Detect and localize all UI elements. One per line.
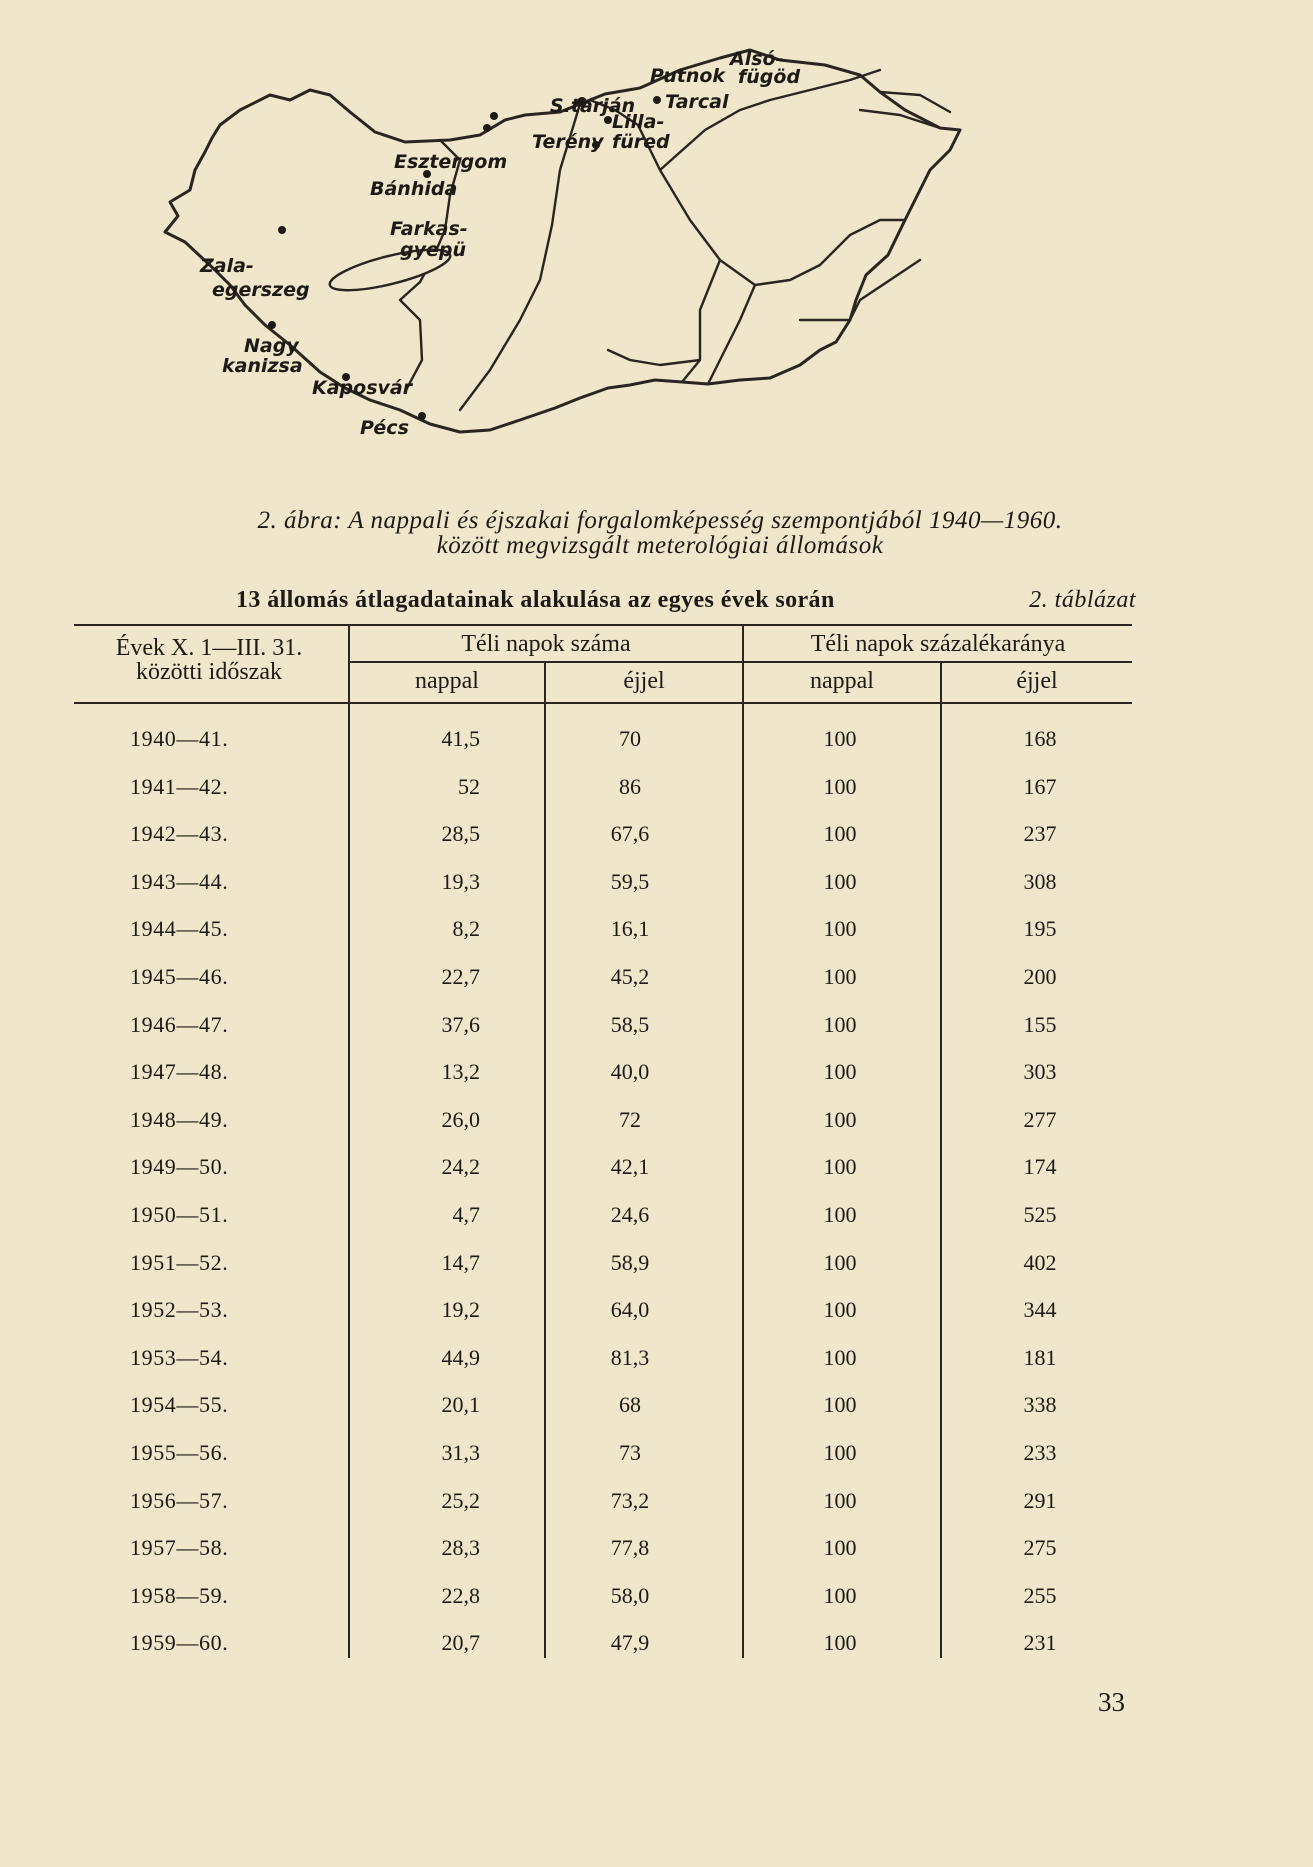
- row-night-count: 68: [619, 1392, 641, 1418]
- row-day-count: 37,6: [441, 1011, 480, 1037]
- row-night-percent: 168: [1023, 726, 1057, 751]
- railway-lines: [400, 70, 950, 410]
- row-day-percent: 100: [823, 964, 857, 989]
- row-day-count: 24,2: [441, 1154, 480, 1180]
- row-day-count: 28,3: [441, 1535, 480, 1561]
- header-day: nappal: [415, 668, 479, 694]
- row-day-count: 22,8: [441, 1582, 480, 1608]
- map-label: Pécs: [360, 417, 409, 439]
- row-day-percent: 100: [823, 1059, 857, 1085]
- row-night-percent: 277: [1023, 1106, 1057, 1132]
- hungary-station-map: [160, 20, 1040, 490]
- map-label: Farkas-: [390, 218, 468, 240]
- row-day-percent: 100: [823, 1011, 857, 1037]
- table-column-divider: [544, 663, 546, 1658]
- table-top-rule: [74, 624, 1132, 626]
- row-day-count: 41,5: [441, 726, 480, 751]
- row-night-percent: 275: [1023, 1535, 1057, 1561]
- row-period: 1949—50.: [130, 1154, 229, 1180]
- table-column-divider: [940, 663, 942, 1658]
- row-night-count: 70: [619, 726, 641, 751]
- map-label: gyepü: [400, 239, 466, 261]
- map-label: Kaposvár: [312, 377, 413, 399]
- header-group-rule: [350, 661, 1132, 663]
- row-night-count: 86: [619, 773, 641, 799]
- header-period-line2: közötti időszak: [136, 659, 282, 685]
- table-title: 13 állomás átlagadatainak alakulása az egyes évek során: [236, 587, 835, 613]
- row-day-count: 31,3: [441, 1440, 480, 1465]
- row-period: 1943—44.: [130, 868, 229, 894]
- row-night-percent: 237: [1023, 821, 1057, 847]
- row-day-count: 44,9: [441, 1344, 480, 1370]
- map-label: Zala-: [200, 255, 254, 277]
- row-period: 1940—41.: [130, 726, 229, 751]
- map-dot: [490, 112, 498, 120]
- row-period: 1950—51.: [130, 1202, 229, 1227]
- row-night-count: 58,0: [610, 1582, 650, 1608]
- row-day-percent: 100: [823, 1535, 857, 1561]
- row-night-percent: 200: [1023, 964, 1057, 989]
- row-night-percent: 167: [1023, 773, 1057, 799]
- row-day-percent: 100: [823, 773, 857, 799]
- row-night-percent: 255: [1023, 1582, 1057, 1608]
- row-period: 1954—55.: [130, 1392, 229, 1418]
- row-period: 1945—46.: [130, 964, 229, 989]
- header-night: éjjel: [623, 668, 665, 694]
- map-label: egerszeg: [212, 279, 310, 301]
- row-day-count: 4,7: [452, 1202, 480, 1227]
- row-night-percent: 155: [1023, 1011, 1057, 1037]
- row-day-percent: 100: [823, 726, 857, 751]
- row-period: 1951—52.: [130, 1249, 229, 1275]
- row-day-count: 8,2: [452, 916, 480, 942]
- row-day-percent: 100: [823, 868, 857, 894]
- row-night-count: 40,0: [610, 1059, 650, 1085]
- row-day-percent: 100: [823, 1249, 857, 1275]
- row-period: 1946—47.: [130, 1011, 229, 1037]
- row-day-percent: 100: [823, 1202, 857, 1227]
- table-label: 2. táblázat: [1029, 587, 1136, 613]
- map-label: Lilla-: [612, 111, 665, 133]
- row-period: 1952—53.: [130, 1297, 229, 1323]
- row-night-percent: 308: [1023, 868, 1057, 894]
- row-day-count: 28,5: [441, 821, 480, 847]
- row-night-count: 67,6: [610, 821, 650, 847]
- row-night-percent: 525: [1023, 1202, 1057, 1227]
- row-day-percent: 100: [823, 1297, 857, 1323]
- row-period: 1956—57.: [130, 1487, 229, 1513]
- row-period: 1959—60.: [130, 1630, 229, 1656]
- table-column-divider: [348, 626, 350, 1658]
- row-day-count: 52: [458, 773, 480, 799]
- map-label: fügöd: [738, 66, 801, 88]
- row-night-percent: 181: [1023, 1344, 1057, 1370]
- row-night-percent: 303: [1023, 1059, 1057, 1085]
- row-night-count: 77,8: [610, 1535, 650, 1561]
- row-period: 1955—56.: [130, 1440, 229, 1465]
- row-night-percent: 231: [1023, 1630, 1057, 1656]
- row-night-count: 45,2: [610, 964, 650, 989]
- map-label: Bánhida: [370, 178, 458, 200]
- row-night-count: 59,5: [610, 868, 650, 894]
- row-night-count: 16,1: [610, 916, 650, 942]
- row-day-count: 19,2: [441, 1297, 480, 1323]
- map-label: Tarcal: [665, 91, 729, 113]
- row-period: 1944—45.: [130, 916, 229, 942]
- row-night-count: 73,2: [610, 1487, 650, 1513]
- map-dot: [418, 412, 426, 420]
- row-period: 1941—42.: [130, 773, 229, 799]
- map-label: kanizsa: [222, 355, 303, 377]
- header-night-percent: éjjel: [1016, 668, 1058, 694]
- row-day-count: 20,1: [441, 1392, 480, 1418]
- header-day-percent: nappal: [810, 668, 874, 694]
- row-night-percent: 344: [1023, 1297, 1057, 1323]
- header-period-line1: Évek X. 1—III. 31.: [115, 635, 303, 661]
- row-night-count: 72: [619, 1106, 641, 1132]
- row-night-count: 58,9: [610, 1249, 650, 1275]
- row-day-percent: 100: [823, 1154, 857, 1180]
- map-label: S.tarján: [550, 95, 636, 117]
- row-day-count: 20,7: [441, 1630, 480, 1656]
- row-night-count: 58,5: [610, 1011, 650, 1037]
- map-label: Putnok: [650, 65, 726, 87]
- row-day-percent: 100: [823, 1106, 857, 1132]
- map-label: Esztergom: [394, 151, 508, 173]
- row-day-percent: 100: [823, 1487, 857, 1513]
- map-label: Alsó-: [730, 48, 784, 70]
- row-night-percent: 402: [1023, 1249, 1057, 1275]
- row-period: 1957—58.: [130, 1535, 229, 1561]
- row-day-percent: 100: [823, 1344, 857, 1370]
- map-label: füred: [612, 131, 670, 153]
- table-heading: [236, 587, 1136, 614]
- row-night-percent: 338: [1023, 1392, 1057, 1418]
- row-night-count: 81,3: [610, 1344, 650, 1370]
- row-night-percent: 195: [1023, 916, 1057, 942]
- row-night-percent: 174: [1023, 1154, 1057, 1180]
- row-period: 1948—49.: [130, 1106, 229, 1132]
- figure-caption-line2: között megvizsgált meterológiai állomások: [436, 532, 884, 559]
- row-night-count: 42,1: [610, 1154, 650, 1180]
- row-period: 1953—54.: [130, 1344, 229, 1370]
- map-dot: [268, 321, 276, 329]
- row-night-percent: 291: [1023, 1487, 1057, 1513]
- map-label: Nagy: [244, 335, 299, 357]
- header-winter-days-percent: Téli napok százalékaránya: [810, 631, 1066, 657]
- row-day-percent: 100: [823, 1630, 857, 1656]
- row-period: 1958—59.: [130, 1582, 229, 1608]
- table-column-divider: [742, 626, 744, 1658]
- row-period: 1947—48.: [130, 1059, 229, 1085]
- row-period: 1942—43.: [130, 821, 229, 847]
- row-night-count: 64,0: [610, 1297, 650, 1323]
- row-day-percent: 100: [823, 1582, 857, 1608]
- row-day-count: 26,0: [441, 1106, 480, 1132]
- row-night-percent: 233: [1023, 1440, 1057, 1465]
- row-day-count: 19,3: [441, 868, 480, 894]
- map-dot: [653, 96, 661, 104]
- map-label: Terény: [532, 131, 604, 153]
- row-day-percent: 100: [823, 821, 857, 847]
- row-day-count: 25,2: [441, 1487, 480, 1513]
- map-dot: [483, 124, 491, 132]
- map-dot: [278, 226, 286, 234]
- header-bottom-rule: [74, 702, 1132, 704]
- row-day-percent: 100: [823, 1392, 857, 1418]
- page-number: 33: [1098, 1687, 1125, 1717]
- row-night-count: 73: [619, 1440, 641, 1465]
- figure-caption: 2. ábra: A nappali és éjszakai forgalomképesség szempontjából 1940—1960.: [257, 507, 1063, 534]
- header-winter-days-count: Téli napok száma: [461, 631, 631, 657]
- map-dot: [604, 116, 612, 124]
- row-day-count: 13,2: [441, 1059, 480, 1085]
- row-day-percent: 100: [823, 916, 857, 942]
- row-day-count: 14,7: [441, 1249, 480, 1275]
- row-night-count: 24,6: [610, 1202, 650, 1227]
- row-night-count: 47,9: [610, 1630, 650, 1656]
- row-day-count: 22,7: [441, 964, 480, 989]
- row-day-percent: 100: [823, 1440, 857, 1465]
